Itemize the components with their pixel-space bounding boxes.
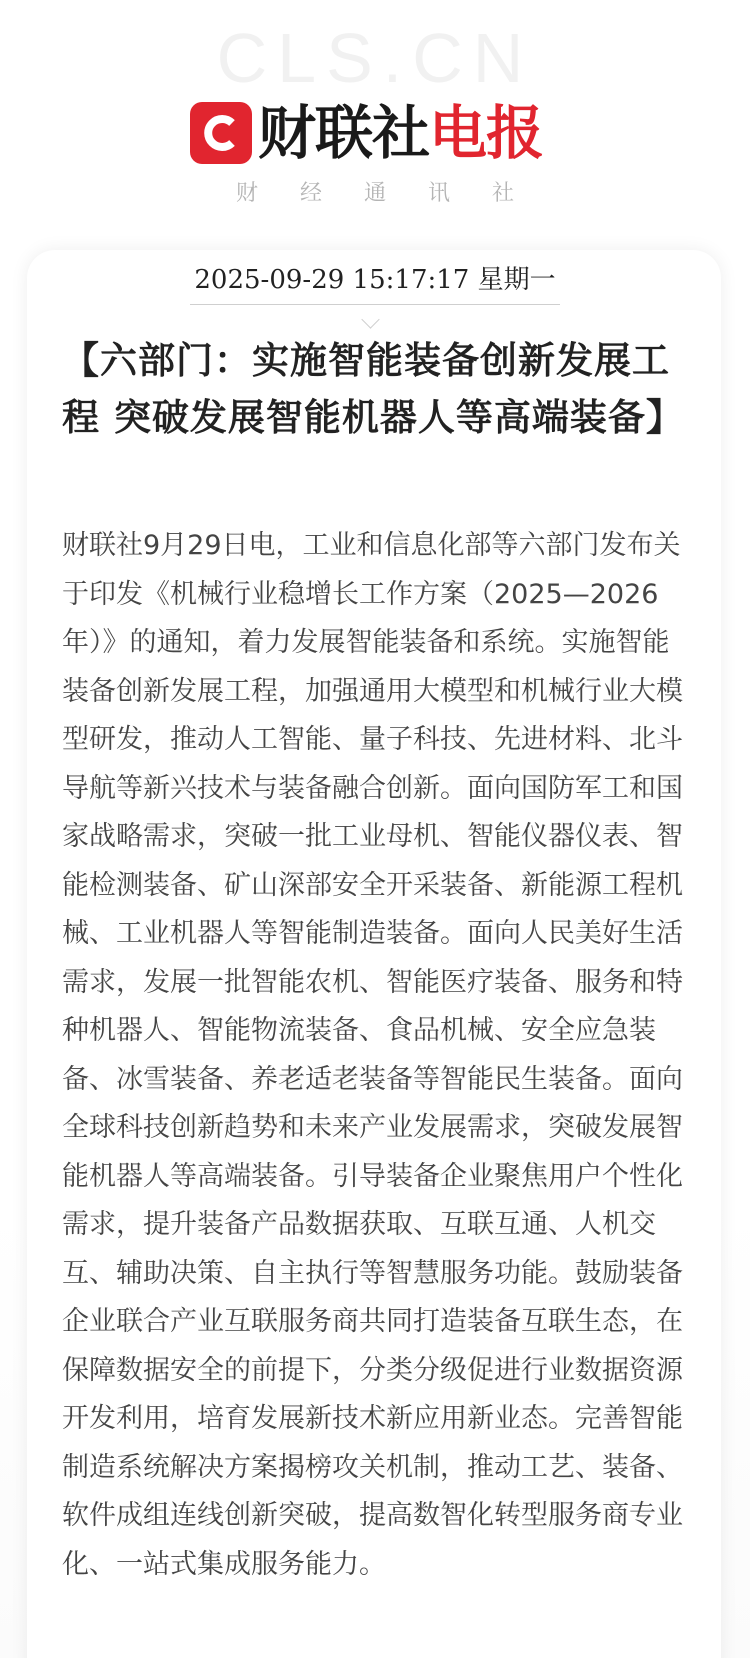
date-container <box>0 262 750 305</box>
article-datetime: 2025-09-29 15:17:17 星期一 <box>190 262 559 305</box>
brand-name-dark: 财联社 <box>258 99 430 167</box>
watermark-text: CLS.CN <box>216 19 534 97</box>
brand-logo <box>190 98 543 168</box>
article-body: 财联社9月29日电，工业和信息化部等六部门发布关于印发《机械行业稳增长工作方案（2025—2026年）》的通知，着力发展智能装备和系统。实施智能装备创新发展工程，加强通用大模型和机械行业大模型研发，推动人工智能、量子科技、先进材料、北斗导航等新兴技术与装备融合创新。面向国防军工和国家战略需求，突破一批工业母机、智能仪器仪表、智能检测装备、矿山深部安全开采装备、新能源工程机械、工业机器人等智能制造装备。面向人民美好生活需求，发展一批智能农机、智能医疗装备、服务和特种机器人、智能物流装备、食品机械、安全应急装备、冰雪装备、养老适老装备等智能民生装备。面向全球科技创新趋势和未来产业发展需求，突破发展智能机器人等高端装备。引导装备企业聚焦用户个性化需求，提升装备产品数据获取、互联互通、人机交互、辅助决策、自主执行等智慧服务功能。鼓励装备企业联合产业互联服务商共同打造装备互联生态，在保障数据安全的前提下，分类分级促进行业数据资源开发利用，培育发展新技术新应用新业态。完善智能制造系统解决方案揭榜攻关机制，推动工艺、装备、软件成组连线创新突破，提高数智化转型服务商专业化、一站式集成服务能力。 <box>62 530 683 1580</box>
c-logo-icon <box>190 102 252 164</box>
brand-name-red: 电报 <box>429 99 544 167</box>
brand-subtitle: 财经通讯社 <box>235 181 556 206</box>
article-headline: 【六部门：实施智能装备创新发展工程 突破发展智能机器人等高端装备】 <box>62 338 684 439</box>
